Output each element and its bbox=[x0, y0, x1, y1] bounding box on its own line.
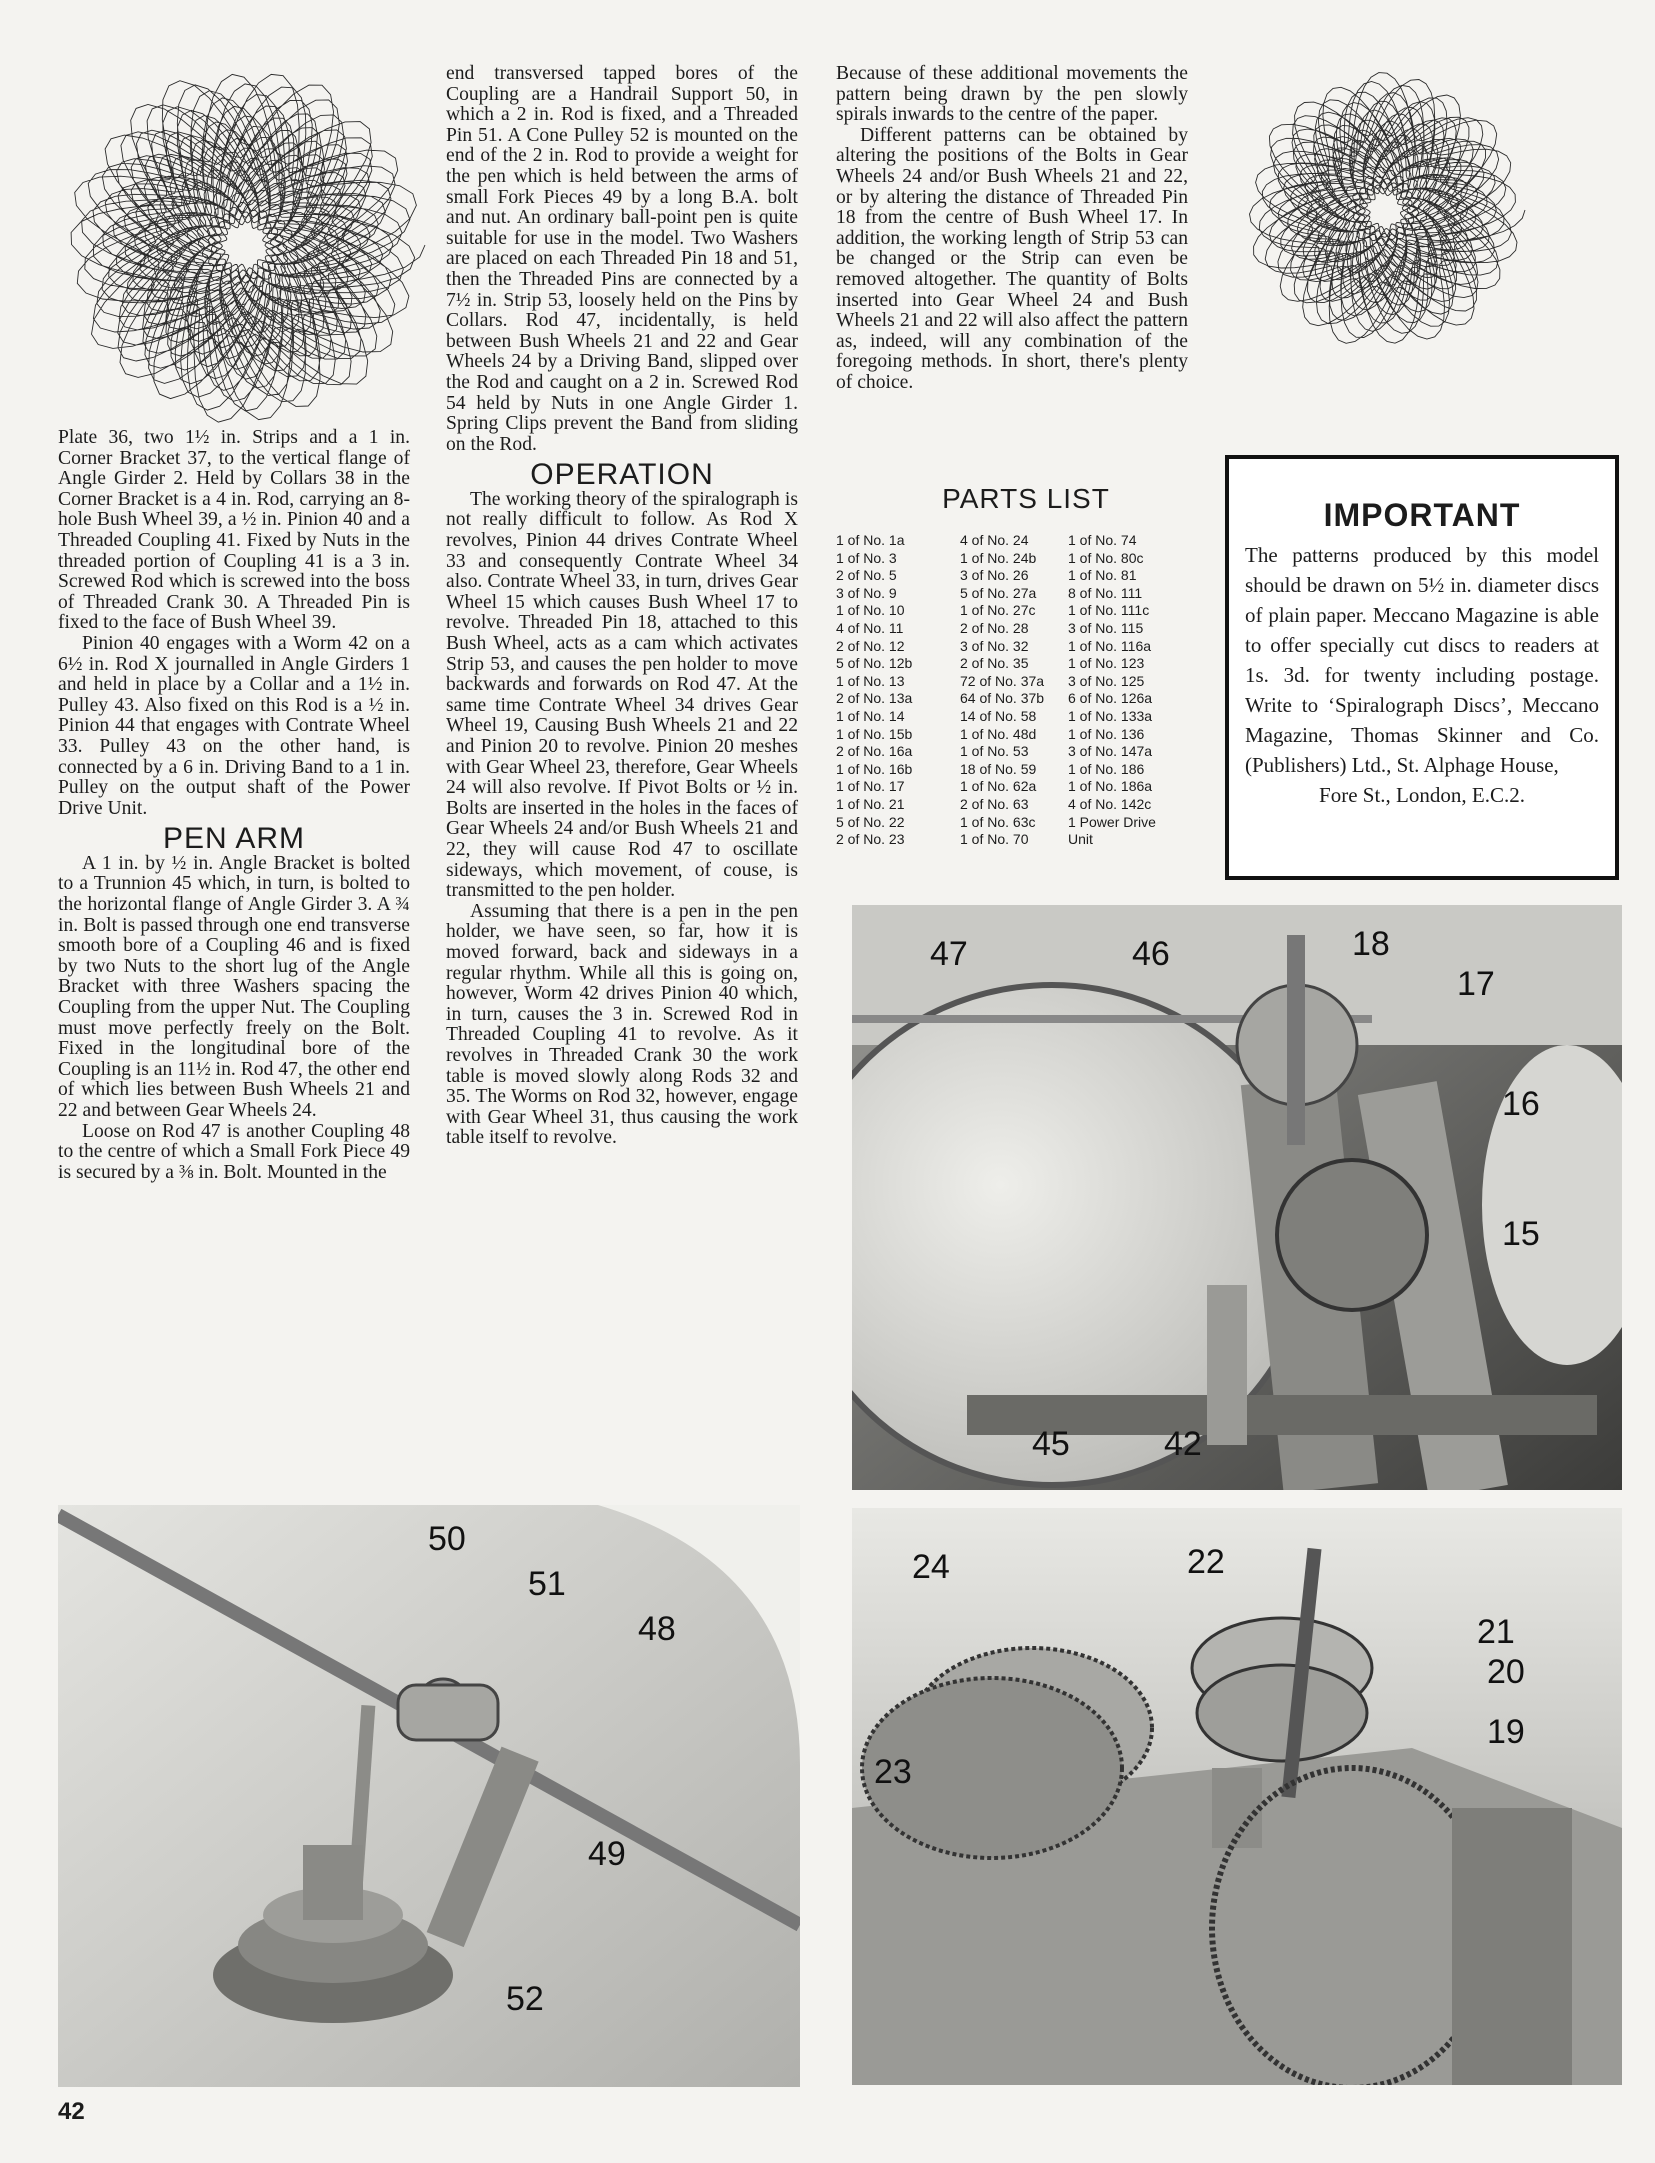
parts-list-entry: 1 of No. 53 bbox=[960, 743, 1029, 760]
callout-17: 17 bbox=[1457, 965, 1495, 1003]
callout-42: 42 bbox=[1164, 1425, 1202, 1463]
callout-47: 47 bbox=[930, 935, 968, 973]
parts-list-entry: 1 of No. 17 bbox=[836, 778, 905, 795]
parts-list-entry: 2 of No. 12 bbox=[836, 637, 905, 654]
page-number: 42 bbox=[58, 2098, 85, 2125]
parts-list-entry: 6 of No. 126a bbox=[1068, 690, 1153, 707]
callout-48: 48 bbox=[638, 1610, 676, 1648]
parts-list-entry: 1 of No. 80c bbox=[1068, 549, 1144, 566]
parts-list-entry: 1 of No. 116a bbox=[1068, 637, 1152, 654]
parts-list-entry: 2 of No. 5 bbox=[836, 567, 897, 584]
parts-list-entry: 1 of No. 10 bbox=[836, 602, 905, 619]
parts-list-entry: 1 of No. 21 bbox=[836, 795, 905, 812]
parts-list-entry: 2 of No. 16a bbox=[836, 743, 913, 760]
callout-45: 45 bbox=[1032, 1425, 1070, 1463]
parts-list-entry: 4 of No. 24 bbox=[960, 532, 1029, 548]
spiral-curve bbox=[1250, 73, 1526, 344]
parts-list-entry: 1 of No. 14 bbox=[836, 707, 905, 724]
parts-list-entry: Unit bbox=[1068, 831, 1093, 848]
parts-list-entry: 1 of No. 24b bbox=[960, 549, 1037, 566]
parts-list-entry: 1 of No. 13 bbox=[836, 672, 905, 689]
col3-paragraph-2: Different patterns can be obtained by altering the positions of the Bolts in Gear Wheels 24 and/or Bush Wheels 21 and 22, or by altering the distance of Threaded Pin 18 from the centre of Bush Wheel 17. In addition, the working length of Strip 53 can be changed or the Strip can even be removed altogether. The quantity of Bolts inserted into Gear Wheel 24 and Bush Wheels 21 and 22 will also affect the pattern as, indeed, will any combination of the foregoing methods. In short, there's plenty of choice. bbox=[836, 124, 1188, 393]
parts-list-entry: 1 of No. 27c bbox=[960, 602, 1036, 619]
parts-list-entry: 1 of No. 16b bbox=[836, 760, 913, 777]
spiral-pattern-left-image bbox=[55, 55, 435, 435]
parts-list-entry: 72 of No. 37a bbox=[960, 672, 1045, 689]
callout-18: 18 bbox=[1352, 925, 1390, 963]
col2-paragraph-3: Assuming that there is a pen in the pen holder, we have seen, so far, how it is moved forward, back and sideways in a regular rhythm. While all this is going on, however, Worm 42 drives Pinion 40 which, in turn, causes the 3 in. Screwed Rod in Threaded Coupling 41 to revolve. As it revolves in Threaded Crank 30 the work table is moved slowly along Rods 32 and 35. The Worms on Rod 32, however, engage with Gear Wheel 31, thus causing the work table itself to revolve. bbox=[446, 900, 798, 1149]
spiral-curve bbox=[71, 74, 425, 422]
col3-paragraph-1: Because of these additional movements the pattern being drawn by the pen slowly spirals inwards to the centre of the paper. bbox=[836, 63, 1188, 126]
parts-list-entry: 1 of No. 63c bbox=[960, 813, 1036, 830]
parts-list-entry: 2 of No. 13a bbox=[836, 690, 913, 707]
pen-arm-photo-image bbox=[58, 1505, 800, 2087]
parts-list-entry: 1 of No. 136 bbox=[1068, 725, 1145, 742]
callout-46: 46 bbox=[1132, 935, 1170, 973]
col1-paragraph-1: Plate 36, two 1½ in. Strips and a 1 in. Corner Bracket 37, to the vertical flange of Angle Girder 2. Held by Collars 38 in the Corner Bracket is a 4 in. Rod, carrying an 8-hole Bush Wheel 39, a ½ in. Pinion 40 and a Threaded Coupling 41. Fixed by Nuts in the threaded portion of Coupling 41 is a 3 in. Screwed Rod which is screwed into the boss of Threaded Crank 30. A Threaded Pin is fixed to the face of Bush Wheel 39. bbox=[58, 427, 410, 634]
callout-15: 15 bbox=[1502, 1215, 1540, 1253]
parts-list-entry: 1 of No. 123 bbox=[1068, 655, 1145, 672]
parts-list-entry: 4 of No. 142c bbox=[1068, 795, 1152, 812]
parts-list-entry: 64 of No. 37b bbox=[960, 690, 1045, 707]
parts-list-entry: 1 of No. 186 bbox=[1068, 760, 1145, 777]
parts-list-entry: 1 of No. 111c bbox=[1068, 602, 1150, 619]
callout-16: 16 bbox=[1502, 1085, 1540, 1123]
parts-list-entry: 3 of No. 32 bbox=[960, 637, 1029, 654]
parts-list-entry: 3 of No. 115 bbox=[1068, 619, 1144, 636]
parts-list-grid bbox=[836, 532, 1216, 849]
parts-list-entry: 18 of No. 59 bbox=[960, 760, 1037, 777]
parts-list-entry: 1 of No. 15b bbox=[836, 725, 913, 742]
parts-list-entry: 3 of No. 147a bbox=[1068, 743, 1153, 760]
parts-list-entry: 1 of No. 3 bbox=[836, 549, 897, 566]
parts-list-entry: 1 of No. 74 bbox=[1068, 532, 1137, 548]
column-3 bbox=[836, 64, 1188, 394]
callout-20: 20 bbox=[1487, 1653, 1525, 1691]
important-address-line: Fore St., London, E.C.2. bbox=[1319, 783, 1525, 807]
parts-list-entry: 3 of No. 125 bbox=[1068, 672, 1145, 689]
parts-list-heading: PARTS LIST bbox=[942, 483, 1110, 514]
parts-list-entry: 1 of No. 48d bbox=[960, 725, 1037, 742]
column-1 bbox=[58, 428, 410, 1183]
parts-list-entry: 2 of No. 35 bbox=[960, 655, 1029, 672]
col1-paragraph-3: A 1 in. by ½ in. Angle Bracket is bolted to a Trunnion 45 which, in turn, is bolted to the horizontal flange of Angle Girder 3. A ¾ in. Bolt is passed through one end transverse smooth bore of a Coupling 46 and is fixed by two Nuts to the short lug of the Angle Bracket with three Washers spacing the Coupling from the upper Nut. The Coupling must move perfectly freely on the Bolt. Fixed in the longitudinal bore of the Coupling is an 11½ in. Rod 47, the other end of which lies between Bush Wheels 21 and 22 and between Gear Wheels 24. bbox=[58, 852, 410, 1121]
important-title: IMPORTANT bbox=[1323, 497, 1521, 533]
callout-19: 19 bbox=[1487, 1713, 1525, 1751]
callout-52: 52 bbox=[506, 1980, 544, 2018]
parts-list-entry: 1 of No. 81 bbox=[1068, 567, 1137, 584]
col2-paragraph-2: The working theory of the spiralograph is not really difficult to follow. As Rod X revolves, Pinion 44 drives Contrate Wheel 33 and consequently Contrate Wheel 34 also. Contrate Wheel 33, in turn, drives Gear Wheel 15 which causes Bush Wheel 17 to revolve. Threaded Pin 18, attached to this Bush Wheel, acts as a cam which activates Strip 53, and causes the pen holder to move backwards and forwards on Rod 47. At the same time Contrate Wheel 34 drives Gear Wheel 19, Causing Bush Wheels 21 and 22 and Pinion 20 to revolve. Pinion 20 meshes with Gear Wheel 23, therefore, Gear Wheels 24 will also revolve. If Pivot Bolts or ½ in. Bolts are inserted in the holes in the faces of Gear Wheels 24 and/or Bush Wheels 21 and 22, they will cause Rod 47 to oscillate sideways, which movement, of couse, is transmitted to the pen holder. bbox=[446, 488, 798, 902]
parts-list-entry: 5 of No. 22 bbox=[836, 813, 905, 830]
parts-list-entry: 1 of No. 62a bbox=[960, 778, 1037, 795]
callout-21: 21 bbox=[1477, 1613, 1515, 1651]
parts-list-entry: 4 of No. 11 bbox=[836, 619, 904, 636]
operation-heading: OPERATION bbox=[530, 458, 714, 492]
parts-list-entry: 2 of No. 23 bbox=[836, 831, 905, 848]
mechanism-photo-top bbox=[852, 905, 1622, 1490]
callout-22: 22 bbox=[1187, 1543, 1225, 1581]
parts-list-entry: 2 of No. 28 bbox=[960, 619, 1029, 636]
callout-24: 24 bbox=[912, 1548, 950, 1586]
parts-list-entry: 1 of No. 70 bbox=[960, 831, 1029, 848]
mechanism-photo-top-image bbox=[852, 905, 1622, 1490]
col1-paragraph-4: Loose on Rod 47 is another Coupling 48 to the centre of which a Small Fork Piece 49 is secured by a ⅜ in. Bolt. Mounted in the bbox=[58, 1120, 410, 1183]
gears-photo bbox=[852, 1508, 1622, 2085]
callout-23: 23 bbox=[874, 1753, 912, 1791]
parts-list-entry: 3 of No. 9 bbox=[836, 584, 897, 601]
parts-list-entry: 1 of No. 133a bbox=[1068, 707, 1153, 724]
gears-photo-image bbox=[852, 1508, 1622, 2085]
callout-49: 49 bbox=[588, 1835, 626, 1873]
important-body bbox=[1245, 540, 1599, 810]
parts-list-entry: 1 Power Drive bbox=[1068, 813, 1156, 830]
parts-list-entry: 2 of No. 63 bbox=[960, 795, 1029, 812]
pen-arm-heading: PEN ARM bbox=[162, 822, 306, 856]
callout-50: 50 bbox=[428, 1520, 466, 1558]
column-2 bbox=[446, 64, 798, 1149]
parts-list-entry: 5 of No. 27a bbox=[960, 584, 1037, 601]
parts-list-entry: 14 of No. 58 bbox=[960, 707, 1037, 724]
spiral-pattern-right-image bbox=[1240, 65, 1530, 355]
parts-list bbox=[836, 483, 1216, 849]
important-body-text: The patterns produced by this model should be drawn on 5½ in. diameter discs of plain paper. Meccano Magazine is able to offer specially cut discs to readers at 1s. 3d. for twenty including postage. Write to ‘Spiralograph Discs’, Meccano Magazine, Thomas Skinner and Co. (Publishers) Ltd., St. Alphage House, bbox=[1245, 543, 1599, 777]
parts-list-entry: 1 of No. 186a bbox=[1068, 778, 1153, 795]
parts-list-entry: 1 of No. 1a bbox=[836, 532, 905, 548]
callout-51: 51 bbox=[528, 1565, 566, 1603]
parts-list-entry: 8 of No. 111 bbox=[1068, 584, 1143, 601]
col2-paragraph-1: end transversed tapped bores of the Coupling are a Handrail Support 50, in which a 2 in. Rod is fixed, and a Threaded Pin 51. A Cone Pulley 52 is mounted on the end of the 2 in. Rod to provide a weight for the pen which is held between the arms of small Fork Pieces 49 by a long B.A. bolt and nut. An ordinary ball-point pen is quite suitable for use in the model. Two Washers are placed on each Threaded Pin 18 and 51, then the Threaded Pins are connected by a 7½ in. Strip 53, loosely held on the Pins by Collars. Rod 47, incidentally, is held between Bush Wheels 21 and 22 and Gear Wheels 24 by a Driving Band, slipped over the Rod and caught on a 2 in. Screwed Rod 54 held by Nuts in one Angle Girder 1. Spring Clips prevent the Band from sliding on the Rod. bbox=[446, 63, 798, 455]
col1-paragraph-2: Pinion 40 engages with a Worm 42 on a 6½ in. Rod X journalled in Angle Girders 1 and held in place by a Collar and a 1½ in. Pulley 43. Also fixed on this Rod is a ½ in. Pinion 44 that engages with Contrate Wheel 33. Pulley 43 on the other hand, is connected by a 6 in. Driving Band to a 1 in. Pulley on the output shaft of the Power Drive Unit. bbox=[58, 632, 410, 819]
parts-list-entry: 5 of No. 12b bbox=[836, 655, 913, 672]
important-box bbox=[1225, 455, 1619, 880]
parts-list-entry: 3 of No. 26 bbox=[960, 567, 1029, 584]
pen-arm-photo bbox=[58, 1505, 800, 2087]
